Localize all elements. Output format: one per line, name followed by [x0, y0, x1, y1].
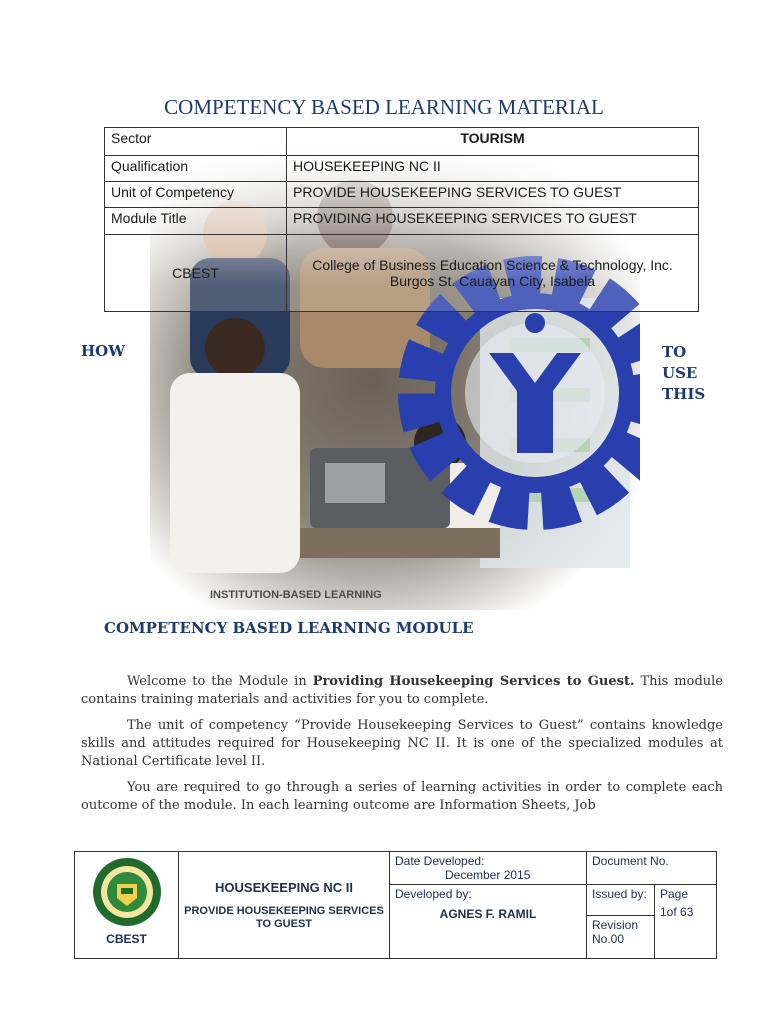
side-word-use: USE [662, 364, 698, 382]
sector-value: TOURISM [287, 128, 699, 156]
paragraph-unit: The unit of competency “Provide Housekeeping Services to Guest” contains knowledge skills and attitudes required for Housekeeping NC II. It is one of the specialized modules at National Certificate level II. [81, 718, 723, 769]
module-heading: COMPETENCY BASED LEARNING MODULE [104, 619, 474, 637]
issued-by-label: Issued by: [587, 885, 655, 916]
paragraph-welcome [81, 673, 723, 709]
side-word-this: THIS [662, 385, 706, 403]
footer-table [74, 851, 717, 959]
page-label: Page [660, 887, 689, 901]
sector-label: Sector [105, 128, 287, 156]
developed-by-label: Developed by: [395, 887, 472, 901]
document-no-label: Document No. [587, 852, 717, 885]
document-title: COMPETENCY BASED LEARNING MATERIAL [164, 95, 604, 119]
qualification-value: HOUSEKEEPING NC II [287, 156, 699, 182]
footer-subtitle: PROVIDE HOUSEKEEPING SERVICES TO GUEST [184, 904, 384, 930]
body-text [81, 673, 723, 823]
side-word-how: HOW [81, 342, 126, 360]
unit-label: Unit of Competency [105, 182, 287, 208]
side-word-to: TO [662, 343, 687, 361]
page-value: 1of 63 [660, 905, 694, 919]
side-words-right [662, 342, 705, 405]
module-title-label: Module Title [105, 208, 287, 235]
date-label: Date Developed: [395, 854, 485, 868]
hero-caption: INSTITUTION-BASED LEARNING [210, 589, 382, 601]
qualification-label: Qualification [105, 156, 287, 182]
footer-title: HOUSEKEEPING NC II [215, 879, 353, 895]
date-value: December 2015 [445, 868, 531, 882]
module-title-value: PROVIDING HOUSEKEEPING SERVICES TO GUEST [287, 208, 699, 235]
p1-module-name: Providing Housekeeping Services to Guest. [312, 674, 635, 689]
cbest-seal-icon [91, 856, 163, 928]
p1-text-end: This module contains training materials and activities for you to complete. [81, 674, 723, 707]
footer-org: CBEST [106, 932, 147, 946]
unit-value: PROVIDE HOUSEKEEPING SERVICES TO GUEST [287, 182, 699, 208]
developer-cell [390, 885, 587, 959]
footer-title-cell [179, 852, 390, 959]
footer-logo-cell [75, 852, 179, 959]
institution-label: CBEST [105, 235, 287, 312]
institution-name: College of Business Education Science & Technology, Inc. [312, 257, 673, 273]
revision-label: Revision No.00 [587, 916, 655, 959]
institution-cell [287, 235, 699, 312]
institution-address: Burgos St. Cauayan City, Isabela [389, 273, 596, 289]
page-cell [655, 885, 717, 959]
p1-text: Welcome to the Module in [127, 674, 313, 689]
date-cell [390, 852, 587, 885]
module-info-table [104, 127, 699, 312]
paragraph-activities: You are required to go through a series of learning activities in order to complete each outcome of the module. In each learning outcome are Information Sheets, Job [81, 780, 723, 813]
developer-name: AGNES F. RAMIL [439, 907, 537, 921]
